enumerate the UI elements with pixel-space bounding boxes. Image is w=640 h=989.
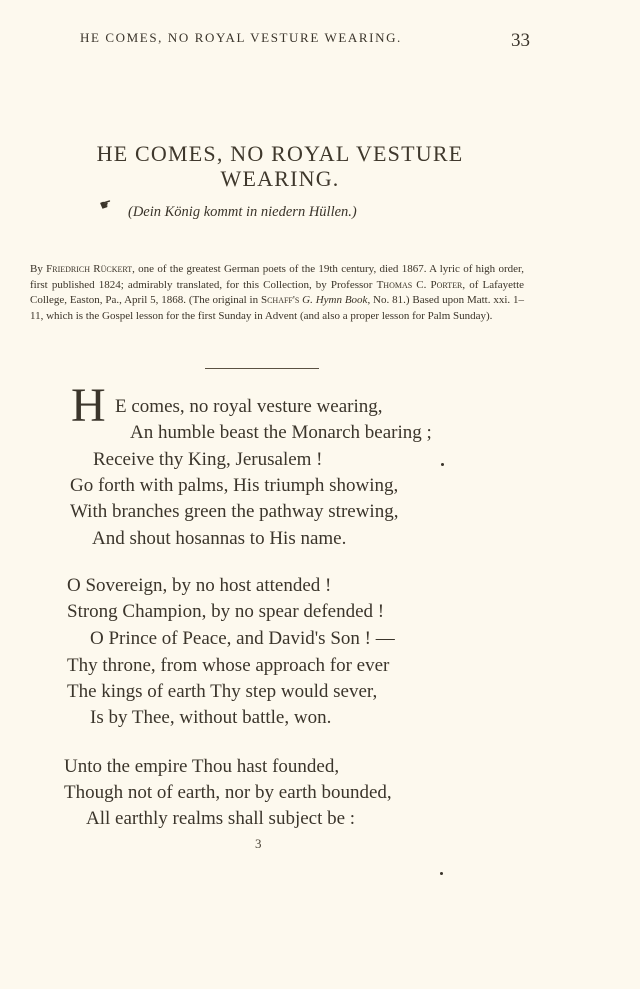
hymn-subtitle: (Dein König kommt in niedern Hüllen.) [128, 204, 357, 220]
editorial-note: By Friedrich Rückert, one of the greatest German poets of the 19th century, died 1867. A lyric of high order, first published 1824; admirably translated, for this Collection, by Professor Thomas C. Porter, of Lafayette College, Easton, Pa., April 5, 1868. (The original in Schaff's G. Hymn Book, No. 81.) Based upon Matt. xxi. 1–11, which is the Gospel lesson for the first Sunday in Advent (and also a proper lesson for Palm Sunday). [30, 263, 525, 322]
author-name: Friedrich Rückert [46, 263, 133, 275]
verse-line: Strong Champion, by no spear defended ! [67, 601, 385, 622]
verse-line: Unto the empire Thou hast founded, [64, 756, 340, 777]
verse-line: The kings of earth Thy step would sever, [67, 681, 378, 702]
verse-line: E comes, no royal vesture wearing, [115, 396, 383, 417]
book-title: G. Hymn Book [302, 294, 368, 306]
running-head: HE COMES, NO ROYAL VESTURE WEARING. [80, 30, 402, 45]
verse-line: And shout hosannas to His name. [92, 528, 347, 549]
verse-line: An humble beast the Monarch bearing ; [130, 422, 432, 443]
verse-line: O Prince of Peace, and David's Son ! — [90, 628, 395, 649]
hymn-title-line-1: HE COMES, NO ROYAL VESTURE [96, 141, 464, 166]
translator-name: Thomas C. Porter [376, 278, 463, 291]
pointing-hand-icon: ☛ [97, 196, 115, 215]
signature-mark: 3 [255, 836, 262, 851]
verse-line: Is by Thee, without battle, won. [90, 707, 332, 728]
divider-rule [205, 368, 319, 369]
print-speck [440, 872, 443, 875]
print-speck [441, 463, 444, 466]
verse-line: O Sovereign, by no host attended ! [67, 575, 332, 596]
source-name: Schaff's [260, 294, 300, 306]
page-number: 33 [511, 30, 530, 51]
verse-line: Receive thy King, Jerusalem ! [93, 449, 323, 470]
verse-line: Thy throne, from whose approach for ever [67, 655, 390, 676]
verse-line: All earthly realms shall subject be : [86, 808, 356, 829]
verse-line: Though not of earth, nor by earth bounded, [64, 782, 392, 803]
hymn-title-line-2: WEARING. [220, 166, 340, 191]
drop-cap: H [71, 379, 106, 432]
verse-line: With branches green the pathway strewing, [70, 501, 399, 522]
verse-line: Go forth with palms, His triumph showing, [70, 475, 399, 496]
